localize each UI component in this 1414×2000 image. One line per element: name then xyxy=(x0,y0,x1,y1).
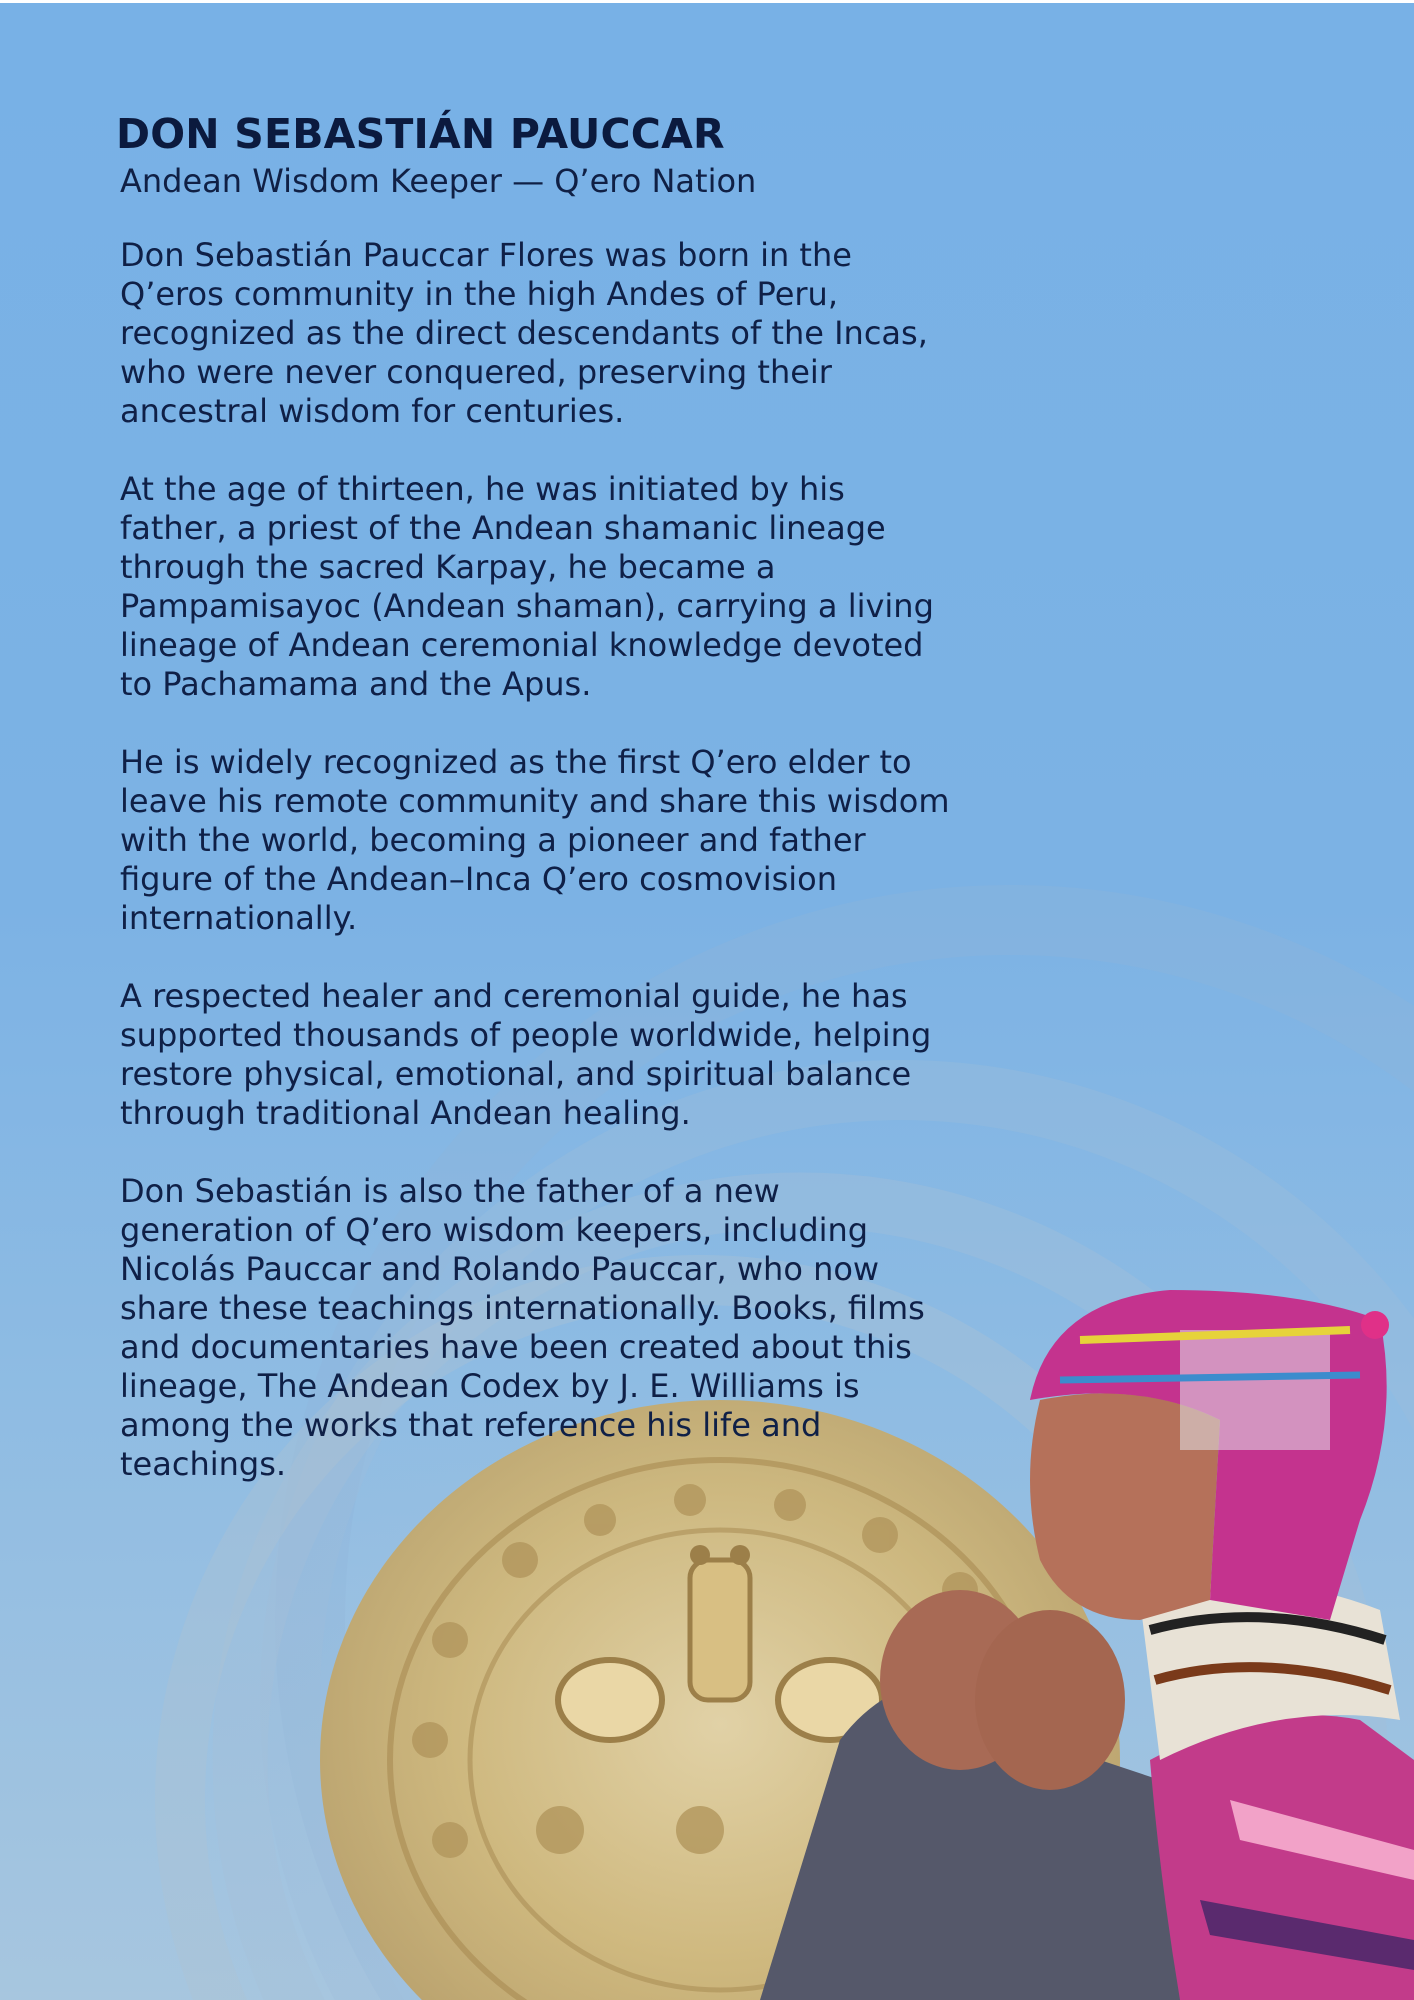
bio-paragraph-2: At the age of thirteen, he was initiated by his father, a priest of the Andean shamanic lineage through the sacred Karpay, he became a Pampamisayoc (Andean shaman), carrying a living lineage of Andean ceremonial knowledge devoted to Pachamama and the Apus. xyxy=(120,470,934,703)
bio-text-block xyxy=(118,110,958,1523)
bio-paragraph-4: A respected healer and ceremonial guide, he has supported thousands of people worldwide, helping restore physical, emotional, and spiritual balance through traditional Andean healing. xyxy=(120,977,932,1132)
page-title: DON SEBASTIÁN PAUCCAR xyxy=(116,110,725,158)
bio-paragraph-1: Don Sebastián Pauccar Flores was born in the Q’eros community in the high Andes of Peru, recognized as the direct descendants of the Incas, who were never conquered, preserving their ancestral wisdom for centuries. xyxy=(120,236,928,430)
bio-paragraph-3: He is widely recognized as the first Q’ero elder to leave his remote community and share this wisdom with the world, becoming a pioneer and father figure of the Andean–Inca Q’ero cosmovision internationally. xyxy=(120,743,950,937)
page-subtitle: Andean Wisdom Keeper — Q’ero Nation xyxy=(120,162,757,200)
bio-paragraph-5: Don Sebastián is also the father of a new generation of Q’ero wisdom keepers, including Nicolás Pauccar and Rolando Pauccar, who now share these teachings internationally. Books, films and documentaries have been created about this lineage, The Andean Codex by J. E. Williams is among the works that reference his life and teachings. xyxy=(120,1172,925,1483)
